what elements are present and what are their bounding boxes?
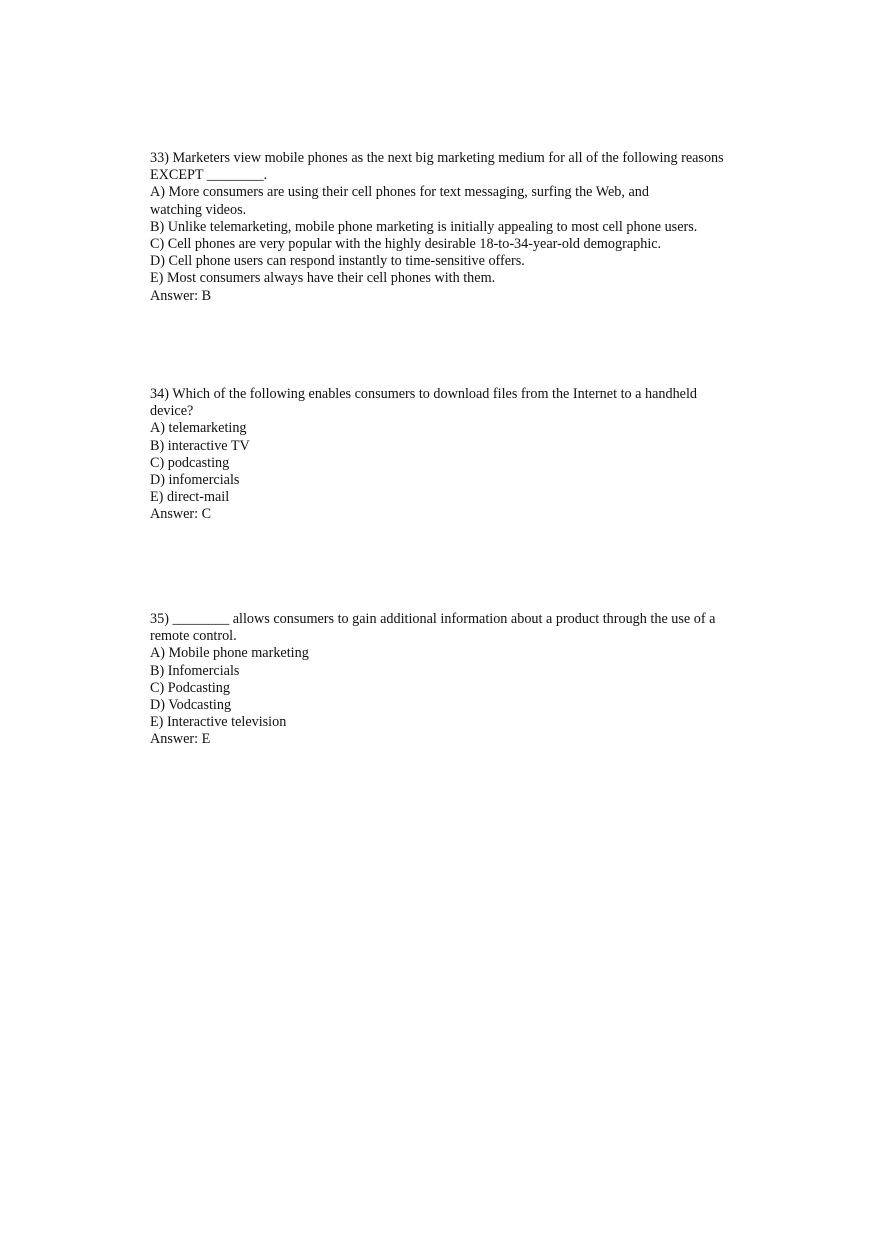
option-c: C) Podcasting <box>150 679 230 696</box>
answer: Answer: C <box>150 506 212 523</box>
question-34 <box>150 386 740 524</box>
option-e: E) direct-mail <box>150 489 230 506</box>
option-e: E) Interactive television <box>150 714 287 731</box>
option-b: B) Unlike telemarketing, mobile phone marketing is initially appealing to most cell phone users. <box>150 218 698 235</box>
question-33 <box>150 150 740 305</box>
option-a: A) More consumers are using their cell phones for text messaging, surfing the Web, and <box>150 184 649 201</box>
option-c: C) podcasting <box>150 454 230 471</box>
option-d: D) Vodcasting <box>150 697 232 714</box>
option-b: B) Infomercials <box>150 662 240 679</box>
option-a-continued: watching videos. <box>150 201 247 218</box>
question-stem: 34) Which of the following enables consumers to download files from the Internet to a handheld device? <box>150 386 697 420</box>
option-e: E) Most consumers always have their cell phones with them. <box>150 270 496 287</box>
answer: Answer: E <box>150 731 211 748</box>
option-b: B) interactive TV <box>150 437 250 454</box>
option-c: C) Cell phones are very popular with the highly desirable 18-to-34-year-old demographic. <box>150 236 662 253</box>
question-stem: 35) ________ allows consumers to gain additional information about a product through the use of a remote control. <box>150 611 716 645</box>
question-stem: 33) Marketers view mobile phones as the next big marketing medium for all of the following reasons EXCEPT ________. <box>150 150 724 184</box>
answer: Answer: B <box>150 287 212 304</box>
option-d: D) Cell phone users can respond instantly to time-sensitive offers. <box>150 253 525 270</box>
option-a: A) Mobile phone marketing <box>150 645 309 662</box>
question-35 <box>150 611 740 749</box>
option-d: D) infomercials <box>150 472 240 489</box>
option-a: A) telemarketing <box>150 420 247 437</box>
